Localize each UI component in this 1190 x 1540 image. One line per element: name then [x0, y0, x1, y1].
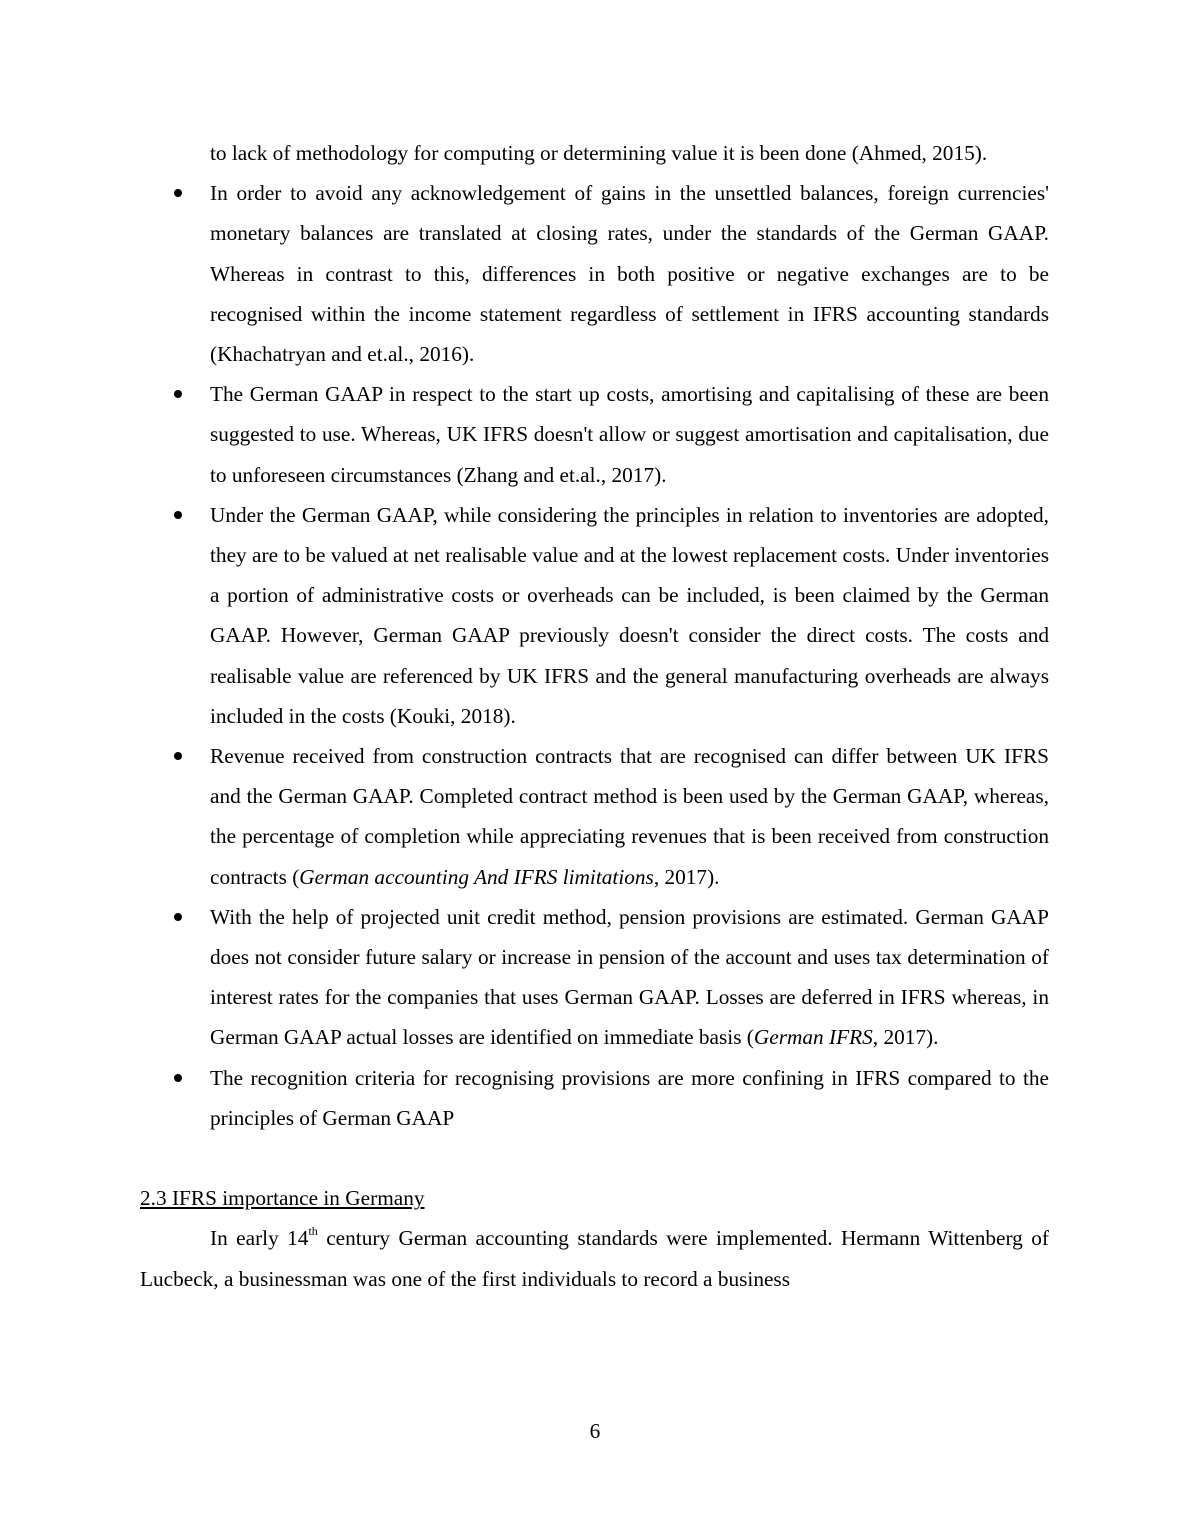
intro-continuation: to lack of methodology for computing or determining value it is been done (Ahmed, 2015).: [210, 141, 988, 165]
bullet-item-start-up-costs: [140, 374, 1049, 495]
bullet-text-end: , 2017).: [653, 864, 720, 889]
bullet-item-inventories: [140, 495, 1049, 736]
bullet-item-exchange-rates: [140, 173, 1049, 374]
page-body: [140, 133, 1049, 1299]
paragraph-text-start: In early 14: [210, 1226, 309, 1251]
bullet-text-end: , 2017).: [872, 1025, 939, 1050]
section-heading: 2.3 IFRS importance in Germany: [140, 1186, 425, 1211]
bullet-text: In order to avoid any acknowledgement of gains in the unsettled balances, foreign currencies' monetary balances are translated at closing rates, under the standards of the German GAAP. Whereas in contrast to this, differences in both positive or negative exchanges are to be recognised within the income statement regardless of settlement in IFRS accounting standards (Khachatryan and et.al., 2016).: [210, 181, 1049, 367]
bullet-text: The recognition criteria for recognising provisions are more confining in IFRS compared to the principles of German GAAP: [210, 1065, 1049, 1130]
page-number: 6: [589, 1419, 601, 1443]
bullet-icon: [174, 752, 182, 760]
section-paragraph: [140, 1218, 1049, 1298]
bullet-text: The German GAAP in respect to the start up costs, amortising and capitalising of these are been suggested to use. Whereas, UK IFRS doesn't allow or suggest amortisation and capitalisation, due to unforeseen circumstances (Zhang and et.al., 2017).: [210, 382, 1049, 487]
bullet-icon: [174, 189, 182, 197]
comparison-bullet-list: [140, 173, 1049, 1138]
citation-italic: German IFRS: [753, 1025, 873, 1050]
citation-italic: German accounting And IFRS limitations: [299, 864, 654, 889]
bullet-text: With the help of projected unit credit method, pension provisions are estimated. German GAAP does not consider future salary or increase in pension of the account and uses tax determination of interest rates for the companies that uses German GAAP. Losses are deferred in IFRS whereas, in German GAAP actual losses are identified on immediate basis (: [210, 904, 1049, 1050]
bullet-icon: [174, 913, 182, 921]
bullet-item-construction-contracts: [140, 736, 1049, 897]
bullet-icon: [174, 390, 182, 398]
bullet-item-pension-provisions: [140, 897, 1049, 1058]
bullet-icon: [174, 1074, 182, 1082]
bullet-text: Under the German GAAP, while considering the principles in relation to inventories are adopted, they are to be valued at net realisable value and at the lowest replacement costs. Under inventories a portion of administrative costs or overheads can be included, is been claimed by the German GAAP. However, German GAAP previously doesn't consider the direct costs. The costs and realisable value are referenced by UK IFRS and the general manufacturing overheads are always included in the costs (Kouki, 2018).: [210, 502, 1049, 728]
bullet-text: Revenue received from construction contracts that are recognised can differ between UK IFRS and the German GAAP. Completed contract method is been used by the German GAAP, whereas, the percentage of completion while appreciating revenues that is been received from construction contracts (: [210, 744, 1049, 889]
paragraph-text-rest: century German accounting standards were implemented. Hermann Wittenberg of Lucbeck, a businessman was one of the first individuals to record a business: [140, 1226, 1049, 1291]
ordinal-superscript: th: [308, 1224, 318, 1239]
bullet-item-provisions-criteria: [140, 1058, 1049, 1138]
bullet-icon: [174, 511, 182, 519]
